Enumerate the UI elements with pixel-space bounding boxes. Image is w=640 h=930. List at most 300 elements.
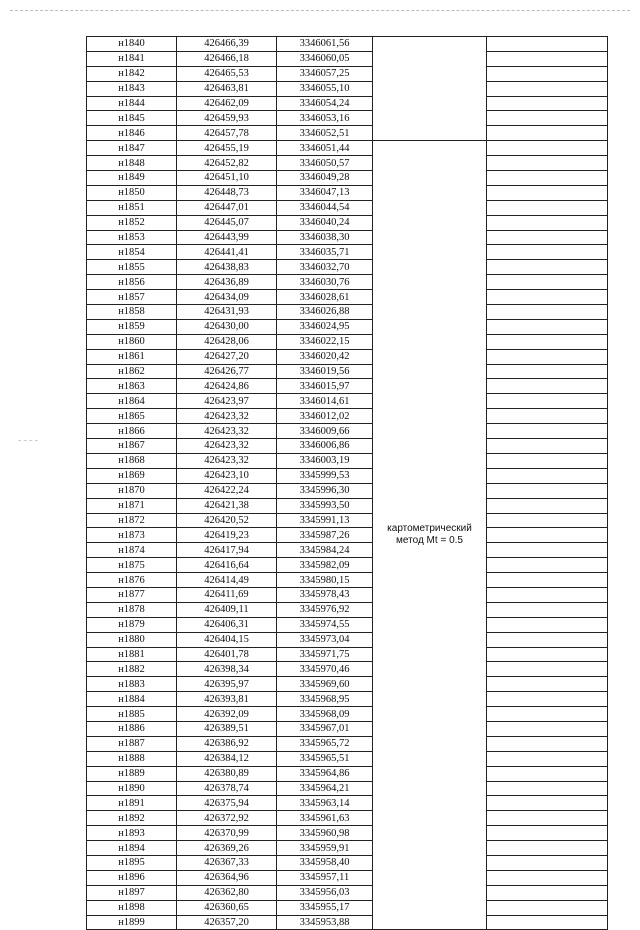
method-cell-empty (373, 37, 487, 141)
x-coordinate-cell: 426380,89 (177, 766, 277, 781)
x-coordinate-cell: 426421,38 (177, 498, 277, 513)
y-coordinate-cell: 3345965,51 (277, 751, 373, 766)
table-row (87, 707, 608, 722)
x-coordinate-cell: 426419,23 (177, 528, 277, 543)
point-id-cell: н1855 (87, 260, 177, 275)
y-coordinate-cell: 3346019,56 (277, 364, 373, 379)
x-coordinate-cell: 426422,24 (177, 483, 277, 498)
y-coordinate-cell: 3345976,92 (277, 602, 373, 617)
point-id-cell: н1893 (87, 826, 177, 841)
blank-cell (487, 453, 608, 468)
point-id-cell: н1867 (87, 439, 177, 454)
table-row (87, 319, 608, 334)
blank-cell (487, 855, 608, 870)
point-id-cell: н1881 (87, 647, 177, 662)
table-row (87, 126, 608, 141)
blank-cell (487, 692, 608, 707)
blank-cell (487, 900, 608, 915)
point-id-cell: н1860 (87, 334, 177, 349)
table-row (87, 826, 608, 841)
table-row (87, 349, 608, 364)
coordinates-table (86, 36, 608, 930)
point-id-cell: н1871 (87, 498, 177, 513)
point-id-cell: н1889 (87, 766, 177, 781)
point-id-cell: н1863 (87, 379, 177, 394)
y-coordinate-cell: 3345993,50 (277, 498, 373, 513)
x-coordinate-cell: 426447,01 (177, 200, 277, 215)
x-coordinate-cell: 426401,78 (177, 647, 277, 662)
y-coordinate-cell: 3346055,10 (277, 81, 373, 96)
x-coordinate-cell: 426384,12 (177, 751, 277, 766)
y-coordinate-cell: 3345961,63 (277, 811, 373, 826)
table-row (87, 483, 608, 498)
y-coordinate-cell: 3346049,28 (277, 171, 373, 186)
x-coordinate-cell: 426398,34 (177, 662, 277, 677)
y-coordinate-cell: 3346030,76 (277, 275, 373, 290)
y-coordinate-cell: 3346014,61 (277, 394, 373, 409)
blank-cell (487, 290, 608, 305)
y-coordinate-cell: 3346012,02 (277, 409, 373, 424)
x-coordinate-cell: 426423,32 (177, 424, 277, 439)
table-row (87, 855, 608, 870)
table-row (87, 439, 608, 454)
y-coordinate-cell: 3345959,91 (277, 841, 373, 856)
x-coordinate-cell: 426423,97 (177, 394, 277, 409)
blank-cell (487, 513, 608, 528)
point-id-cell: н1896 (87, 870, 177, 885)
blank-cell (487, 66, 608, 81)
x-coordinate-cell: 426372,92 (177, 811, 277, 826)
blank-cell (487, 662, 608, 677)
blank-cell (487, 632, 608, 647)
x-coordinate-cell: 426428,06 (177, 334, 277, 349)
table-row (87, 915, 608, 930)
table-row (87, 305, 608, 320)
x-coordinate-cell: 426367,33 (177, 855, 277, 870)
x-coordinate-cell: 426423,32 (177, 439, 277, 454)
y-coordinate-cell: 3345999,53 (277, 468, 373, 483)
table-row (87, 766, 608, 781)
point-id-cell: н1857 (87, 290, 177, 305)
table-row (87, 528, 608, 543)
point-id-cell: н1899 (87, 915, 177, 930)
point-id-cell: н1888 (87, 751, 177, 766)
blank-cell (487, 647, 608, 662)
point-id-cell: н1880 (87, 632, 177, 647)
x-coordinate-cell: 426457,78 (177, 126, 277, 141)
blank-cell (487, 915, 608, 930)
point-id-cell: н1884 (87, 692, 177, 707)
x-coordinate-cell: 426411,69 (177, 587, 277, 602)
blank-cell (487, 245, 608, 260)
table-row (87, 841, 608, 856)
point-id-cell: н1886 (87, 721, 177, 736)
blank-cell (487, 736, 608, 751)
blank-cell (487, 51, 608, 66)
y-coordinate-cell: 3346052,51 (277, 126, 373, 141)
blank-cell (487, 543, 608, 558)
blank-cell (487, 409, 608, 424)
y-coordinate-cell: 3346050,57 (277, 156, 373, 171)
blank-cell (487, 721, 608, 736)
table-row (87, 781, 608, 796)
blank-cell (487, 602, 608, 617)
x-coordinate-cell: 426406,31 (177, 617, 277, 632)
x-coordinate-cell: 426423,32 (177, 453, 277, 468)
x-coordinate-cell: 426441,41 (177, 245, 277, 260)
table-row (87, 260, 608, 275)
point-id-cell: н1845 (87, 111, 177, 126)
table-row (87, 141, 608, 156)
x-coordinate-cell: 426416,64 (177, 558, 277, 573)
blank-cell (487, 573, 608, 588)
blank-cell (487, 81, 608, 96)
y-coordinate-cell: 3346040,24 (277, 215, 373, 230)
point-id-cell: н1897 (87, 885, 177, 900)
table-row (87, 96, 608, 111)
table-row (87, 736, 608, 751)
y-coordinate-cell: 3345970,46 (277, 662, 373, 677)
y-coordinate-cell: 3346054,24 (277, 96, 373, 111)
blank-cell (487, 781, 608, 796)
x-coordinate-cell: 426364,96 (177, 870, 277, 885)
blank-cell (487, 275, 608, 290)
point-id-cell: н1866 (87, 424, 177, 439)
y-coordinate-cell: 3345967,01 (277, 721, 373, 736)
blank-cell (487, 677, 608, 692)
y-coordinate-cell: 3345955,17 (277, 900, 373, 915)
table-row (87, 587, 608, 602)
table-row (87, 751, 608, 766)
table-row (87, 900, 608, 915)
table-row (87, 721, 608, 736)
y-coordinate-cell: 3346035,71 (277, 245, 373, 260)
table-row (87, 290, 608, 305)
y-coordinate-cell: 3346022,15 (277, 334, 373, 349)
table-row (87, 811, 608, 826)
x-coordinate-cell: 426438,83 (177, 260, 277, 275)
y-coordinate-cell: 3346053,16 (277, 111, 373, 126)
x-coordinate-cell: 426395,97 (177, 677, 277, 692)
y-coordinate-cell: 3345974,55 (277, 617, 373, 632)
y-coordinate-cell: 3345978,43 (277, 587, 373, 602)
point-id-cell: н1878 (87, 602, 177, 617)
x-coordinate-cell: 426452,82 (177, 156, 277, 171)
y-coordinate-cell: 3346028,61 (277, 290, 373, 305)
table-row (87, 245, 608, 260)
x-coordinate-cell: 426375,94 (177, 796, 277, 811)
point-id-cell: н1873 (87, 528, 177, 543)
y-coordinate-cell: 3345965,72 (277, 736, 373, 751)
blank-cell (487, 617, 608, 632)
x-coordinate-cell: 426466,39 (177, 37, 277, 52)
x-coordinate-cell: 426386,92 (177, 736, 277, 751)
x-coordinate-cell: 426434,09 (177, 290, 277, 305)
blank-cell (487, 305, 608, 320)
x-coordinate-cell: 426430,00 (177, 319, 277, 334)
table-row (87, 111, 608, 126)
y-coordinate-cell: 3345996,30 (277, 483, 373, 498)
x-coordinate-cell: 426424,86 (177, 379, 277, 394)
margin-mark (18, 440, 38, 441)
blank-cell (487, 364, 608, 379)
point-id-cell: н1865 (87, 409, 177, 424)
table-row (87, 275, 608, 290)
point-id-cell: н1856 (87, 275, 177, 290)
blank-cell (487, 885, 608, 900)
x-coordinate-cell: 426370,99 (177, 826, 277, 841)
x-coordinate-cell: 426414,49 (177, 573, 277, 588)
x-coordinate-cell: 426462,09 (177, 96, 277, 111)
table-row (87, 617, 608, 632)
blank-cell (487, 185, 608, 200)
blank-cell (487, 439, 608, 454)
x-coordinate-cell: 426426,77 (177, 364, 277, 379)
table-row (87, 37, 608, 52)
x-coordinate-cell: 426404,15 (177, 632, 277, 647)
y-coordinate-cell: 3345980,15 (277, 573, 373, 588)
point-id-cell: н1850 (87, 185, 177, 200)
point-id-cell: н1898 (87, 900, 177, 915)
x-coordinate-cell: 426360,65 (177, 900, 277, 915)
point-id-cell: н1852 (87, 215, 177, 230)
point-id-cell: н1869 (87, 468, 177, 483)
blank-cell (487, 260, 608, 275)
table-row (87, 558, 608, 573)
blank-cell (487, 215, 608, 230)
x-coordinate-cell: 426455,19 (177, 141, 277, 156)
table-row (87, 156, 608, 171)
x-coordinate-cell: 426466,18 (177, 51, 277, 66)
x-coordinate-cell: 426369,26 (177, 841, 277, 856)
blank-cell (487, 349, 608, 364)
y-coordinate-cell: 3346060,05 (277, 51, 373, 66)
x-coordinate-cell: 426420,52 (177, 513, 277, 528)
point-id-cell: н1870 (87, 483, 177, 498)
x-coordinate-cell: 426423,32 (177, 409, 277, 424)
y-coordinate-cell: 3346047,13 (277, 185, 373, 200)
blank-cell (487, 200, 608, 215)
y-coordinate-cell: 3345991,13 (277, 513, 373, 528)
point-id-cell: н1875 (87, 558, 177, 573)
table-row (87, 364, 608, 379)
table-row (87, 394, 608, 409)
x-coordinate-cell: 426445,07 (177, 215, 277, 230)
point-id-cell: н1876 (87, 573, 177, 588)
point-id-cell: н1851 (87, 200, 177, 215)
table-row (87, 498, 608, 513)
method-label-line2: метод Mt = 0.5 (396, 535, 463, 547)
blank-cell (487, 483, 608, 498)
table-row (87, 200, 608, 215)
y-coordinate-cell: 3345956,03 (277, 885, 373, 900)
x-coordinate-cell: 426389,51 (177, 721, 277, 736)
x-coordinate-cell: 426409,11 (177, 602, 277, 617)
point-id-cell: н1887 (87, 736, 177, 751)
point-id-cell: н1847 (87, 141, 177, 156)
table-row (87, 885, 608, 900)
blank-cell (487, 379, 608, 394)
x-coordinate-cell: 426451,10 (177, 171, 277, 186)
y-coordinate-cell: 3345958,40 (277, 855, 373, 870)
table-row (87, 647, 608, 662)
blank-cell (487, 751, 608, 766)
point-id-cell: н1840 (87, 37, 177, 52)
blank-cell (487, 498, 608, 513)
x-coordinate-cell: 426436,89 (177, 275, 277, 290)
blank-cell (487, 826, 608, 841)
blank-cell (487, 37, 608, 52)
table-row (87, 468, 608, 483)
table-row (87, 334, 608, 349)
y-coordinate-cell: 3346006,86 (277, 439, 373, 454)
blank-cell (487, 841, 608, 856)
y-coordinate-cell: 3346057,25 (277, 66, 373, 81)
blank-cell (487, 766, 608, 781)
x-coordinate-cell: 426393,81 (177, 692, 277, 707)
point-id-cell: н1862 (87, 364, 177, 379)
y-coordinate-cell: 3346051,44 (277, 141, 373, 156)
blank-cell (487, 587, 608, 602)
x-coordinate-cell: 426417,94 (177, 543, 277, 558)
x-coordinate-cell: 426465,53 (177, 66, 277, 81)
table-row (87, 409, 608, 424)
y-coordinate-cell: 3345987,26 (277, 528, 373, 543)
y-coordinate-cell: 3345968,95 (277, 692, 373, 707)
point-id-cell: н1891 (87, 796, 177, 811)
point-id-cell: н1879 (87, 617, 177, 632)
blank-cell (487, 230, 608, 245)
x-coordinate-cell: 426357,20 (177, 915, 277, 930)
y-coordinate-cell: 3346038,30 (277, 230, 373, 245)
y-coordinate-cell: 3346032,70 (277, 260, 373, 275)
blank-cell (487, 811, 608, 826)
x-coordinate-cell: 426362,80 (177, 885, 277, 900)
point-id-cell: н1892 (87, 811, 177, 826)
x-coordinate-cell: 426459,93 (177, 111, 277, 126)
point-id-cell: н1859 (87, 319, 177, 334)
point-id-cell: н1864 (87, 394, 177, 409)
method-cell (373, 141, 487, 930)
table-row (87, 677, 608, 692)
point-id-cell: н1883 (87, 677, 177, 692)
table-row (87, 692, 608, 707)
x-coordinate-cell: 426463,81 (177, 81, 277, 96)
x-coordinate-cell: 426423,10 (177, 468, 277, 483)
table-row (87, 602, 608, 617)
x-coordinate-cell: 426392,09 (177, 707, 277, 722)
point-id-cell: н1853 (87, 230, 177, 245)
table-row (87, 66, 608, 81)
y-coordinate-cell: 3346003,19 (277, 453, 373, 468)
blank-cell (487, 156, 608, 171)
table-row (87, 632, 608, 647)
point-id-cell: н1849 (87, 171, 177, 186)
table-row (87, 796, 608, 811)
blank-cell (487, 424, 608, 439)
point-id-cell: н1854 (87, 245, 177, 260)
point-id-cell: н1846 (87, 126, 177, 141)
point-id-cell: н1843 (87, 81, 177, 96)
blank-cell (487, 334, 608, 349)
table-row (87, 424, 608, 439)
y-coordinate-cell: 3346061,56 (277, 37, 373, 52)
y-coordinate-cell: 3345971,75 (277, 647, 373, 662)
point-id-cell: н1885 (87, 707, 177, 722)
y-coordinate-cell: 3346015,97 (277, 379, 373, 394)
page-top-rule (10, 10, 630, 12)
y-coordinate-cell: 3346024,95 (277, 319, 373, 334)
x-coordinate-cell: 426443,99 (177, 230, 277, 245)
x-coordinate-cell: 426378,74 (177, 781, 277, 796)
blank-cell (487, 319, 608, 334)
blank-cell (487, 126, 608, 141)
x-coordinate-cell: 426427,20 (177, 349, 277, 364)
y-coordinate-cell: 3345964,86 (277, 766, 373, 781)
point-id-cell: н1872 (87, 513, 177, 528)
blank-cell (487, 468, 608, 483)
method-label-line1: картометрический (387, 523, 472, 535)
point-id-cell: н1844 (87, 96, 177, 111)
blank-cell (487, 796, 608, 811)
method-label (373, 523, 486, 547)
y-coordinate-cell: 3345960,98 (277, 826, 373, 841)
point-id-cell: н1841 (87, 51, 177, 66)
table-row (87, 543, 608, 558)
table-row (87, 573, 608, 588)
point-id-cell: н1874 (87, 543, 177, 558)
y-coordinate-cell: 3346020,42 (277, 349, 373, 364)
table-row (87, 870, 608, 885)
blank-cell (487, 141, 608, 156)
blank-cell (487, 558, 608, 573)
table-row (87, 513, 608, 528)
table-row (87, 171, 608, 186)
blank-cell (487, 394, 608, 409)
y-coordinate-cell: 3345964,21 (277, 781, 373, 796)
table-row (87, 215, 608, 230)
y-coordinate-cell: 3346044,54 (277, 200, 373, 215)
y-coordinate-cell: 3346009,66 (277, 424, 373, 439)
point-id-cell: н1858 (87, 305, 177, 320)
table-row (87, 230, 608, 245)
y-coordinate-cell: 3345984,24 (277, 543, 373, 558)
coordinates-table-body (87, 37, 608, 930)
point-id-cell: н1861 (87, 349, 177, 364)
point-id-cell: н1894 (87, 841, 177, 856)
point-id-cell: н1868 (87, 453, 177, 468)
blank-cell (487, 528, 608, 543)
y-coordinate-cell: 3345973,04 (277, 632, 373, 647)
point-id-cell: н1842 (87, 66, 177, 81)
point-id-cell: н1895 (87, 855, 177, 870)
y-coordinate-cell: 3346026,88 (277, 305, 373, 320)
table-row (87, 81, 608, 96)
y-coordinate-cell: 3345953,88 (277, 915, 373, 930)
point-id-cell: н1890 (87, 781, 177, 796)
blank-cell (487, 171, 608, 186)
blank-cell (487, 870, 608, 885)
table-row (87, 453, 608, 468)
y-coordinate-cell: 3345982,09 (277, 558, 373, 573)
point-id-cell: н1882 (87, 662, 177, 677)
y-coordinate-cell: 3345969,60 (277, 677, 373, 692)
blank-cell (487, 707, 608, 722)
y-coordinate-cell: 3345957,11 (277, 870, 373, 885)
table-row (87, 51, 608, 66)
blank-cell (487, 96, 608, 111)
x-coordinate-cell: 426431,93 (177, 305, 277, 320)
